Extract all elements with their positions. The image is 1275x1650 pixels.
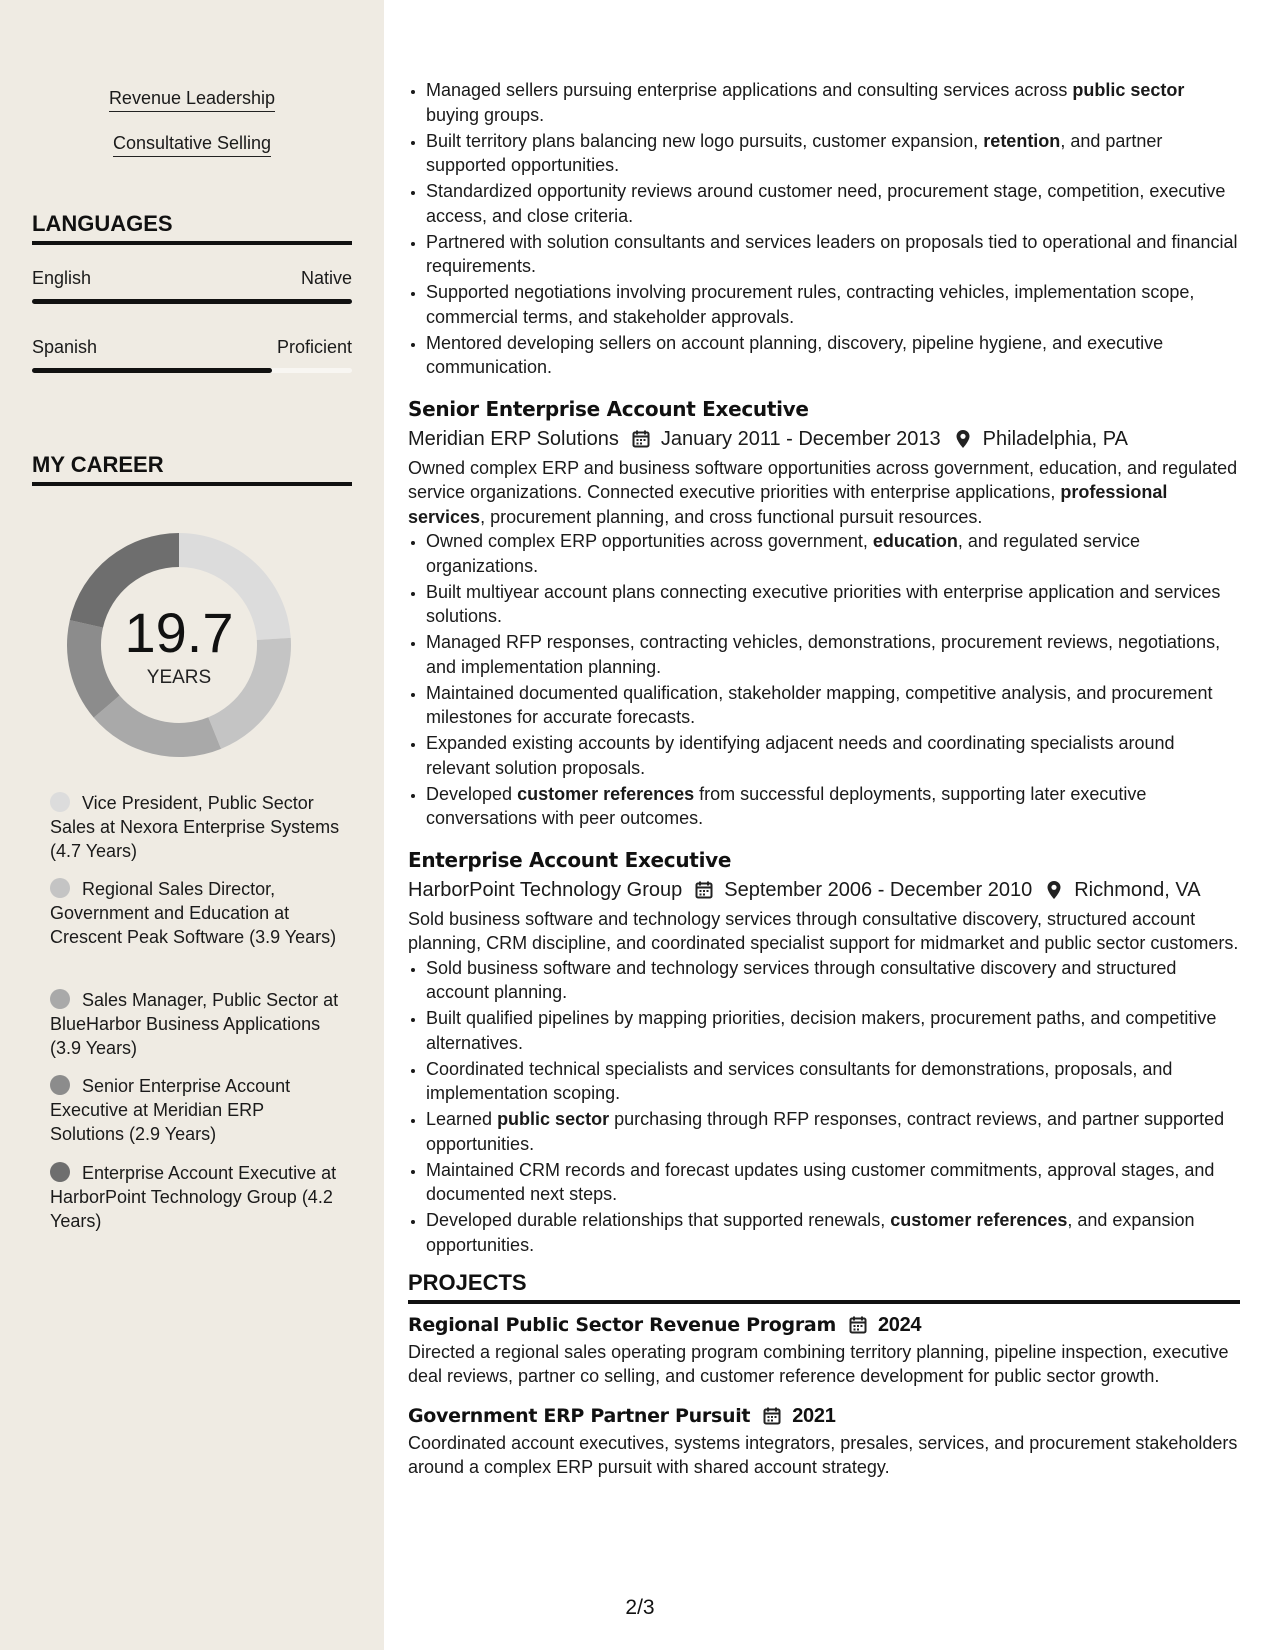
job-location: Richmond, VA — [1074, 878, 1201, 901]
job-description: Owned complex ERP and business software opportunities across government, education, and regulated service organizations. Connected executive priorities with enterprise applications, professional services, procurement planning, and cross functional pursuit resources. — [408, 457, 1238, 527]
job-title: Enterprise Account Executive — [408, 847, 732, 872]
bullet-item: • Developed customer references from successful deployments, supporting later executive conversations with peer outcomes. — [426, 782, 1240, 831]
bullet-item: • Maintained documented qualification, stakeholder mapping, competitive analysis, and procurement milestones for accurate forecasts. — [426, 681, 1240, 730]
career-legend-item: Senior Enterprise Account Executive at Meridian ERP Solutions (2.9 Years) — [50, 1076, 291, 1144]
career-total — [64, 530, 294, 760]
job-company: HarborPoint Technology Group — [408, 878, 683, 901]
projects-heading: PROJECTS — [408, 1271, 1240, 1304]
calendar-icon — [762, 1406, 782, 1426]
job-bullets — [408, 956, 1240, 1258]
legend-dot — [50, 989, 70, 1009]
language-bar — [32, 299, 352, 304]
job-dates: January 2011 - December 2013 — [660, 427, 941, 450]
bullet-item: • Sold business software and technology services through consultative discovery and structured account planning. — [426, 956, 1240, 1005]
job-meta — [408, 875, 1240, 905]
career-legend-item: Sales Manager, Public Sector at BlueHarbor Business Applications (3.9 Years) — [50, 990, 339, 1058]
project-description: Coordinated account executives, systems integrators, presales, services, and procurement stakeholders around a complex ERP pursuit with shared account strategy. — [408, 1432, 1238, 1477]
job-meta — [408, 424, 1240, 454]
bullet-item: • Built qualified pipelines by mapping priorities, decision makers, procurement paths, and competitive alternatives. — [426, 1006, 1240, 1055]
job-company: Meridian ERP Solutions — [408, 427, 619, 450]
language-bar-fill — [32, 368, 272, 373]
bullet-item: • Partnered with solution consultants and services leaders on proposals tied to operational and financial requirements. — [426, 230, 1240, 279]
legend-dot — [50, 1162, 70, 1182]
project-title — [408, 1401, 1240, 1431]
language-name: English — [32, 268, 92, 288]
calendar-icon — [631, 429, 651, 449]
bullet-item: • Supported negotiations involving procurement rules, contracting vehicles, implementation scope, commercial terms, and stakeholder approvals. — [426, 280, 1240, 329]
bullet-item: • Developed durable relationships that supported renewals, customer references, and expansion opportunities. — [426, 1208, 1240, 1257]
project-name: Regional Public Sector Revenue Program — [408, 1313, 836, 1336]
career-legend-item: Regional Sales Director, Government and Education at Crescent Peak Software (3.9 Years) — [50, 879, 337, 947]
map-pin-icon — [1044, 880, 1064, 900]
calendar-icon — [848, 1315, 868, 1335]
job-title: Senior Enterprise Account Executive — [408, 396, 809, 421]
bullet-item: • Managed RFP responses, contracting vehicles, demonstrations, procurement reviews, negotiations, and implementation planning. — [426, 630, 1240, 679]
sidebar — [0, 0, 384, 1650]
career-total-unit: YEARS — [146, 667, 212, 688]
legend-dot — [50, 878, 70, 898]
career-legend-item: Enterprise Account Executive at HarborPoint Technology Group (4.2 Years) — [50, 1163, 337, 1231]
prev-job-bullets — [408, 78, 1240, 380]
language-level: Proficient — [276, 337, 352, 357]
bullet-item: • Mentored developing sellers on account planning, discovery, pipeline hygiene, and executive communication. — [426, 331, 1240, 380]
bullet-item: • Built multiyear account plans connecting executive priorities with enterprise application and services solutions. — [426, 580, 1240, 629]
bullet-item: • Maintained CRM records and forecast updates using customer commitments, approval stages, and documented next steps. — [426, 1158, 1240, 1207]
career-heading: MY CAREER — [32, 452, 352, 486]
legend-dot — [50, 792, 70, 812]
language-bar-fill — [32, 299, 352, 304]
job-location: Philadelphia, PA — [982, 427, 1128, 450]
job-dates: September 2006 - December 2010 — [724, 878, 1033, 901]
bullet-item: • Learned public sector purchasing through RFP responses, contract reviews, and partner supported opportunities. — [426, 1107, 1240, 1156]
map-pin-icon — [953, 429, 973, 449]
job-description: Sold business software and technology services through consultative discovery, structured account planning, CRM discipline, and coordinated specialist support for midmarket and public sector customers. — [408, 908, 1239, 953]
bullet-item: • Coordinated technical specialists and services consultants for demonstrations, proposals, and implementation scoping. — [426, 1057, 1240, 1106]
project-year: 2024 — [877, 1313, 922, 1336]
bullet-item: • Managed sellers pursuing enterprise applications and consulting services across public sector buying groups. — [426, 78, 1240, 127]
bullet-item: • Owned complex ERP opportunities across government, education, and regulated service organizations. — [426, 529, 1240, 578]
job-bullets — [408, 529, 1240, 831]
project-year: 2021 — [792, 1404, 836, 1427]
language-row — [32, 337, 352, 358]
project-name: Government ERP Partner Pursuit — [408, 1404, 751, 1427]
project-description: Directed a regional sales operating program combining territory planning, pipeline inspection, executive deal reviews, partner co selling, and customer reference development for public sector growth. — [408, 1341, 1229, 1386]
skill-tag: Consultative Selling — [0, 133, 384, 157]
language-bar — [32, 368, 352, 373]
bullet-item: • Built territory plans balancing new logo pursuits, customer expansion, retention, and partner supported opportunities. — [426, 129, 1240, 178]
language-level: Native — [300, 268, 352, 288]
page-number: 2/3 — [625, 1596, 655, 1619]
calendar-icon — [694, 880, 714, 900]
bullet-item: • Expanded existing accounts by identifying adjacent needs and coordinating specialists around relevant solution proposals. — [426, 731, 1240, 780]
career-donut-chart — [64, 530, 294, 760]
bullet-item: • Standardized opportunity reviews around customer need, procurement stage, competition, executive access, and close criteria. — [426, 179, 1240, 228]
languages-heading: LANGUAGES — [32, 211, 352, 245]
language-name: Spanish — [32, 337, 98, 357]
legend-dot — [50, 1075, 70, 1095]
language-row — [32, 268, 352, 289]
project-title — [408, 1310, 1240, 1340]
career-legend-item: Vice President, Public Sector Sales at Nexora Enterprise Systems (4.7 Years) — [50, 793, 340, 861]
main-content — [408, 78, 1240, 1492]
career-total-value: 19.7 — [124, 601, 234, 664]
skill-tag: Revenue Leadership — [0, 88, 384, 112]
